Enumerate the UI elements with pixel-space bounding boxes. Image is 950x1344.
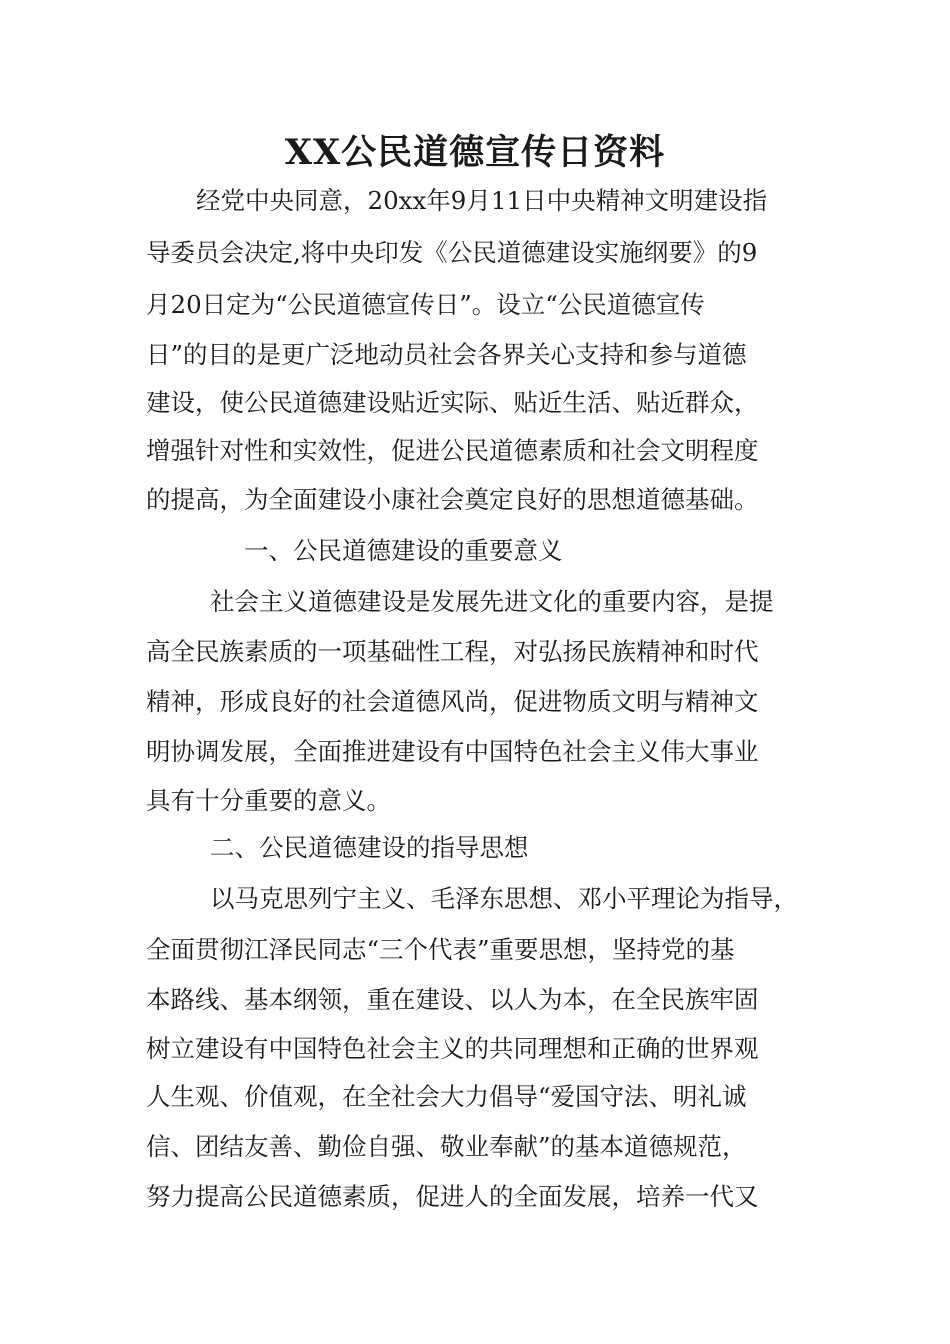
paragraph-line: 本路线、基本纲领，重在建设、以人为本，在全民族牢固 [146, 985, 759, 1014]
paragraph-line: 努力提高公民道德素质，促进人的全面发展，培养一代又 [146, 1182, 759, 1211]
paragraph-line: 日”的目的是更广泛地动员社会各界关心支持和参与道德 [146, 340, 747, 369]
section-heading: 一、公民道德建设的重要意义 [244, 536, 563, 565]
paragraph-line: 明协调发展，全面推进建设有中国特色社会主义伟大事业 [146, 737, 759, 766]
paragraph-line: 全面贯彻江泽民同志“三个代表”重要思想，坚持党的基 [146, 935, 735, 964]
section-heading: 二、公民道德建设的指导思想 [210, 833, 529, 862]
paragraph-line: 建设，使公民道德建设贴近实际、贴近生活、贴近群众， [146, 388, 759, 417]
paragraph-line: 信、团结友善、勤俭自强、敬业奉献”的基本道德规范， [146, 1132, 747, 1161]
paragraph-line: 的提高，为全面建设小康社会奠定良好的思想道德基础。 [146, 485, 759, 514]
paragraph-line: 以马克思列宁主义、毛泽东思想、邓小平理论为指导， [210, 884, 798, 913]
paragraph-line: 具有十分重要的意义。 [146, 786, 391, 815]
paragraph-line: 精神，形成良好的社会道德风尚，促进物质文明与精神文 [146, 687, 759, 716]
paragraph-line: 增强针对性和实效性，促进公民道德素质和社会文明程度 [146, 436, 759, 465]
paragraph-line: 高全民族素质的一项基础性工程，对弘扬民族精神和时代 [146, 637, 759, 666]
paragraph-line: 树立建设有中国特色社会主义的共同理想和正确的世界观 [146, 1034, 759, 1063]
paragraph-line: 经党中央同意，20xx年9月11日中央精神文明建设指 [196, 186, 768, 215]
paragraph-line: 导委员会决定,将中央印发《公民道德建设实施纲要》的9 [146, 238, 758, 267]
paragraph-line: 社会主义道德建设是发展先进文化的重要内容，是提 [210, 587, 774, 616]
paragraph-line: 人生观、价值观，在全社会大力倡导“爱国守法、明礼诚 [146, 1082, 747, 1111]
paragraph-line: 月20日定为“公民道德宣传日”。设立“公民道德宣传 [146, 290, 705, 319]
document-title: XX公民道德宣传日资料 [284, 132, 666, 173]
